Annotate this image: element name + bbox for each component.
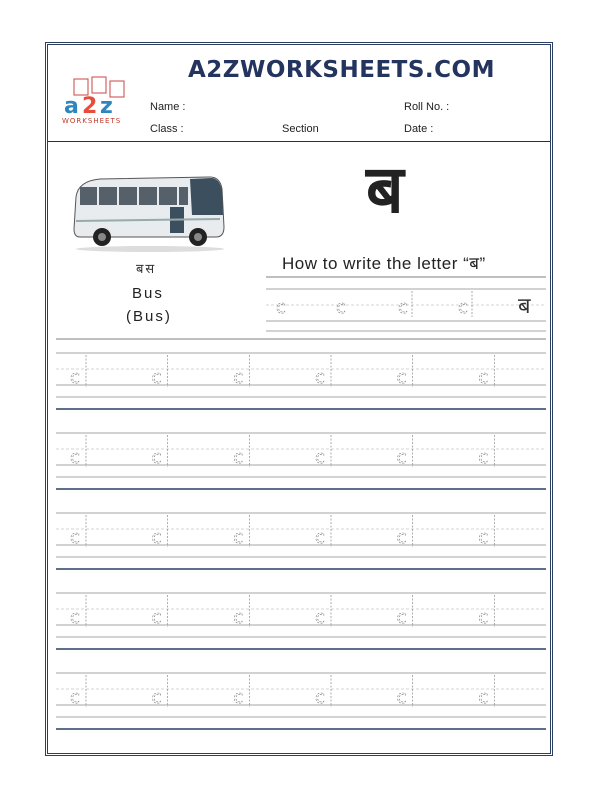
practice-rows <box>56 353 546 729</box>
name-label: Name : <box>150 101 186 113</box>
svg-text:c: c <box>336 297 346 318</box>
trace-letter: c <box>151 607 162 628</box>
logo-caption: WORKSHEETS <box>62 117 122 125</box>
roll-label: Roll No. : <box>404 101 450 113</box>
svg-text:ब: ब <box>518 294 531 319</box>
svg-text:c: c <box>398 297 408 318</box>
trace-letter: c <box>396 367 407 388</box>
date-label: Date : <box>404 123 434 135</box>
trace-letter: c <box>396 527 407 548</box>
trace-letter: c <box>151 367 162 388</box>
trace-letter: c <box>315 447 325 468</box>
svg-text:c: c <box>458 297 468 318</box>
practice-row <box>56 433 546 489</box>
trace-letter: c <box>70 687 80 708</box>
trace-letter: c <box>396 607 407 628</box>
stroke-order-guide <box>266 289 546 331</box>
trace-letter: c <box>478 607 489 628</box>
word-english: Bus <box>132 285 164 302</box>
trace-letter: c <box>70 447 80 468</box>
trace-letter: c <box>396 447 407 468</box>
instruction-text: How to write the letter “ब” <box>282 254 486 273</box>
practice-row <box>56 353 546 409</box>
trace-letter: c <box>233 607 244 628</box>
trace-letter: c <box>233 447 244 468</box>
svg-text:2: 2 <box>82 94 98 119</box>
trace-letter: c <box>478 687 489 708</box>
svg-text:a: a <box>64 94 79 119</box>
trace-letter: c <box>478 367 489 388</box>
trace-letter: c <box>396 687 407 708</box>
trace-letter: c <box>315 687 325 708</box>
trace-letter: c <box>151 687 162 708</box>
trace-letter: c <box>151 447 162 468</box>
word-hindi: बस <box>136 262 157 277</box>
trace-letter: c <box>478 447 489 468</box>
practice-row <box>56 593 546 649</box>
svg-text:c: c <box>276 297 286 318</box>
trace-letter: c <box>70 367 80 388</box>
practice-row <box>56 673 546 729</box>
featured-letter: ब <box>366 151 404 228</box>
trace-letter: c <box>315 527 325 548</box>
practice-lines <box>48 45 550 753</box>
trace-letter: c <box>233 367 244 388</box>
trace-letter: c <box>233 527 244 548</box>
trace-letter: c <box>478 527 489 548</box>
section-label: Section <box>282 123 319 135</box>
trace-letter: c <box>233 687 244 708</box>
trace-letter: c <box>70 607 80 628</box>
trace-letter: c <box>315 607 325 628</box>
trace-letter: c <box>315 367 325 388</box>
trace-letter: c <box>70 527 80 548</box>
word-transliteration: (Bus) <box>126 308 172 325</box>
practice-row <box>56 513 546 569</box>
worksheet <box>45 42 553 756</box>
svg-text:z: z <box>100 94 113 119</box>
trace-letter: c <box>151 527 162 548</box>
class-label: Class : <box>150 123 184 135</box>
site-title: A2ZWORKSHEETS.COM <box>188 57 495 83</box>
